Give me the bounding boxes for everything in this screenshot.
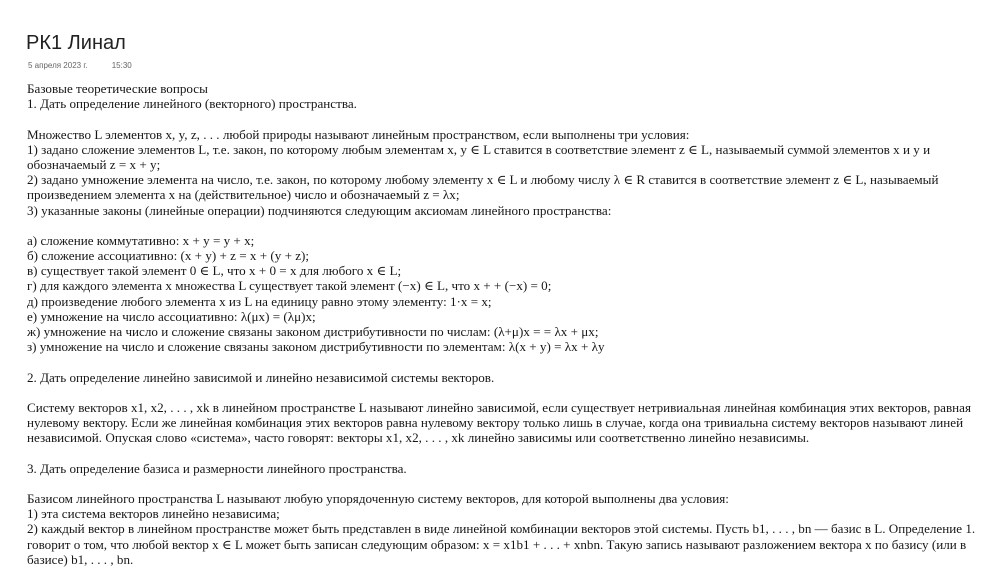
blank-line — [27, 354, 1000, 369]
note-body[interactable] — [27, 81, 1000, 567]
text-line: з) умножение на число и сложение связаны законом дистрибутивности по элементам: λ(x + y) = λx + λy — [27, 339, 605, 355]
text-line: 1. Дать определение линейного (векторного) пространства. — [27, 96, 357, 112]
text-line: г) для каждого элемента x множества L существует такой элемент (−x) ∈ L, что x + + (−x) = 0; — [27, 278, 552, 294]
text-line: Систему векторов x1, x2, . . . , xk в линейном пространстве L называют линейно зависимой, если существует нетривиальная линейная комбинация этих векторов, равная — [27, 399, 972, 415]
text-line: б) сложение ассоциативно: (x + y) + z = x + (y + z); — [27, 248, 310, 264]
note-date: 5 апреля 2023 г. — [28, 61, 88, 70]
text-line: Базовые теоретические вопросы — [27, 81, 208, 96]
blank-line — [27, 446, 1000, 461]
blank-line — [27, 385, 1000, 400]
text-line: 3. Дать определение базиса и размерности линейного пространства. — [27, 460, 407, 476]
text-line: 1) задано сложение элементов L, т.е. закон, по которому любым элементам x, y ∈ L ставится в соответствие элемент z ∈ L, называемый суммой элементов x и y и — [27, 141, 931, 157]
text-line: 3) указанные законы (линейные операции) подчиняются следующим аксиомам линейного пространства: — [27, 202, 612, 218]
text-line: 1) эта система векторов линейно независима; — [27, 506, 280, 522]
note-title[interactable]: РК1 Линал — [26, 32, 126, 54]
text-line: д) произведение любого элемента x из L на единицу равно этому элементу: 1·x = x; — [27, 293, 492, 309]
text-line: говорит о том, что любой вектор x ∈ L может быть записан следующим образом: x = x1b1 + . . . + xnbn. Такую запись называют разложением вектора x по базису (или в — [27, 536, 967, 552]
text-line: обозначаемый z = x + y; — [27, 156, 161, 172]
text-line: 2) каждый вектор в линейном пространстве может быть представлен в виде линейной комбинации векторов этой системы. Пусть b1, . . . , bn — базис в L. Определение 1. — [27, 521, 976, 537]
text-line: базисе) b1, . . . , bn. — [27, 551, 134, 567]
text-line: 2) задано умножение элемента на число, т.е. закон, по которому любому элементу x ∈ L и любому числу λ ∈ R ставится в соответствие элемент z ∈ L, называемый — [27, 172, 939, 188]
text-line: 2. Дать определение линейно зависимой и линейно независимой системы векторов. — [27, 369, 495, 385]
blank-line — [27, 476, 1000, 491]
text-line: Множество L элементов x, y, z, . . . любой природы называют линейным пространством, если выполнены три условия: — [27, 126, 690, 142]
text-line: а) сложение коммутативно: x + y = y + x; — [27, 232, 255, 248]
text-line: нулевому вектору. Если же линейная комбинация этих векторов равна нулевому вектору только лишь в случае, когда она тривиальна систему векторов называют линей — [27, 415, 964, 431]
blank-line — [27, 111, 1000, 126]
text-line: Базисом линейного пространства L называют любую упорядоченную систему векторов, для которой выполнены два условия: — [27, 491, 729, 507]
note-time: 15:30 — [111, 61, 132, 70]
text-line: е) умножение на число ассоциативно: λ(μx) = (λμ)x; — [27, 308, 316, 324]
blank-line — [27, 218, 1000, 233]
text-line: произведением элемента x на (действительное) число и обозначаемый z = λx; — [27, 187, 460, 203]
text-line: ж) умножение на число и сложение связаны законом дистрибутивности по числам: (λ+μ)x = = λx + μx; — [27, 324, 599, 339]
note-meta — [28, 61, 132, 70]
text-line: в) существует такой элемент 0 ∈ L, что x + 0 = x для любого x ∈ L; — [27, 263, 402, 279]
text-line: независимой. Опуская слово «система», часто говорят: векторы x1, x2, . . . , xk линейно зависимы или соответственно линейно независимы. — [27, 430, 810, 446]
